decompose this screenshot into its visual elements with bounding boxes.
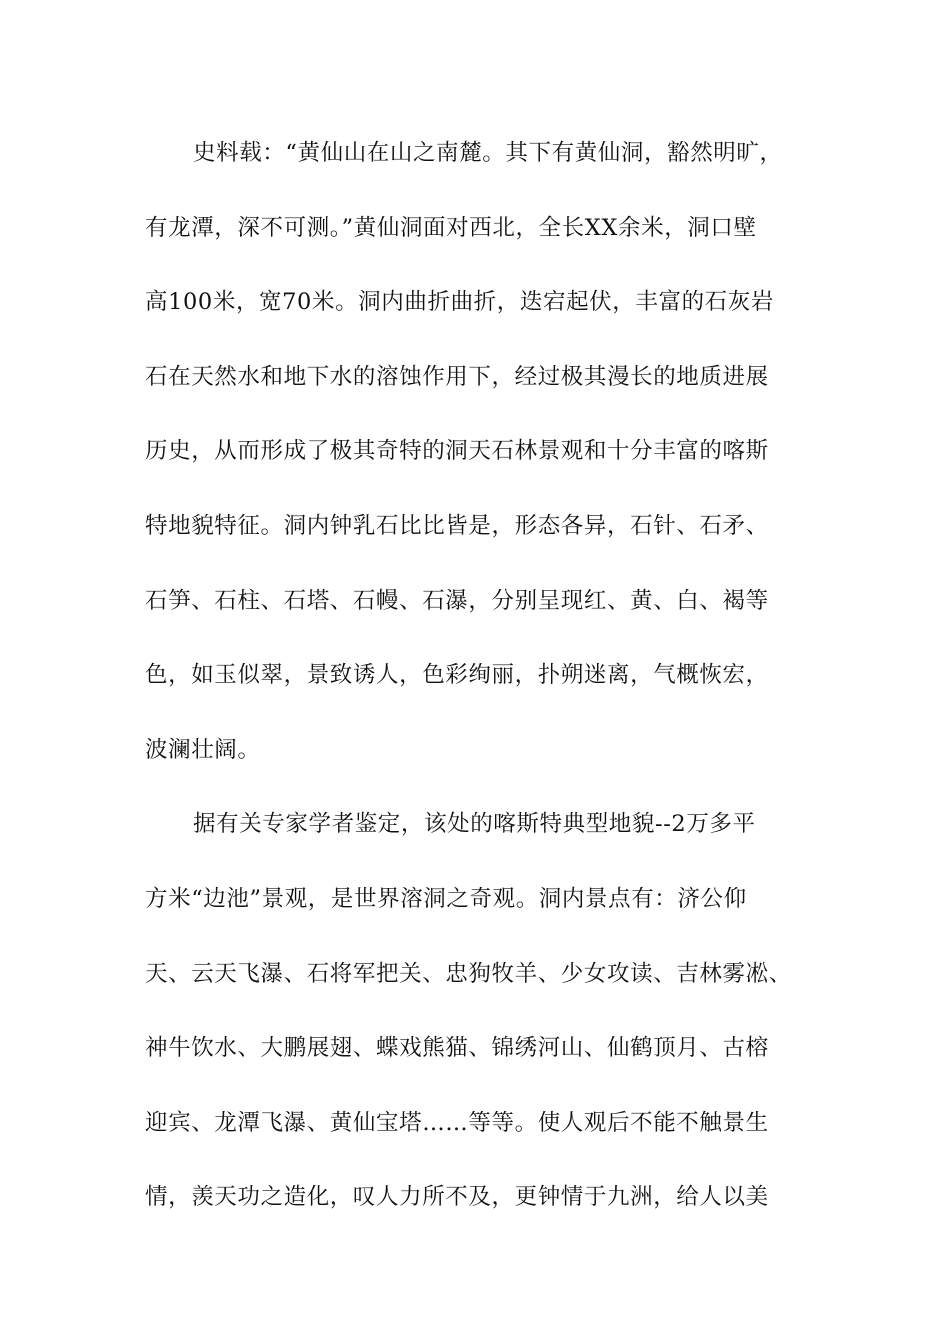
paragraph-1-line-6: 特地貌特征。洞内钟乳石比比皆是，形态各异，石针、石矛、 <box>145 512 769 539</box>
paragraph-1-line-5: 历史，从而形成了极其奇特的洞天石林景观和十分丰富的喀斯 <box>145 438 769 465</box>
paragraph-1-line-1: 史料载：“黄仙山在山之南麓。其下有黄仙洞，豁然明旷， <box>193 140 783 166</box>
paragraph-1-line-9: 波澜壮阔。 <box>145 736 261 763</box>
paragraph-2-line-5: 迎宾、龙潭飞瀑、黄仙宝塔……等等。使人观后不能不触景生 <box>145 1109 769 1136</box>
body-text <box>145 126 835 1245</box>
paragraph-1-line-2: 有龙潭，深不可测。”黄仙洞面对西北，全长XX余米，洞口壁 <box>145 214 757 241</box>
paragraph-1-line-7: 石笋、石柱、石塔、石幔、石瀑，分别呈现红、黄、白、褐等 <box>145 587 769 614</box>
paragraph-1-line-3: 高100米，宽70米。洞内曲折曲折，迭宕起伏，丰富的石灰岩 <box>145 289 774 316</box>
paragraph-2-line-2: 方米“边池”景观，是世界溶洞之奇观。洞内景点有：济公仰 <box>145 885 747 912</box>
paragraph-2-line-6: 情，羡天功之造化，叹人力所不及，更钟情于九洲，给人以美 <box>145 1184 769 1211</box>
paragraph-1-line-4: 石在天然水和地下水的溶蚀作用下，经过极其漫长的地质进展 <box>145 363 769 390</box>
paragraph-2-line-1: 据有关专家学者鉴定，该处的喀斯特典型地貌--2万多平 <box>193 811 756 838</box>
paragraph-1-line-8: 色，如玉似翠，景致诱人，色彩绚丽，扑朔迷离，气概恢宏， <box>145 662 769 689</box>
paragraph-2-line-3: 天、云天飞瀑、石将军把关、忠狗牧羊、少女攻读、吉林雾凇、 <box>145 960 792 987</box>
paragraph-2-line-4: 神牛饮水、大鹏展翅、蝶戏熊猫、锦绣河山、仙鹤顶月、古榕 <box>145 1035 769 1062</box>
